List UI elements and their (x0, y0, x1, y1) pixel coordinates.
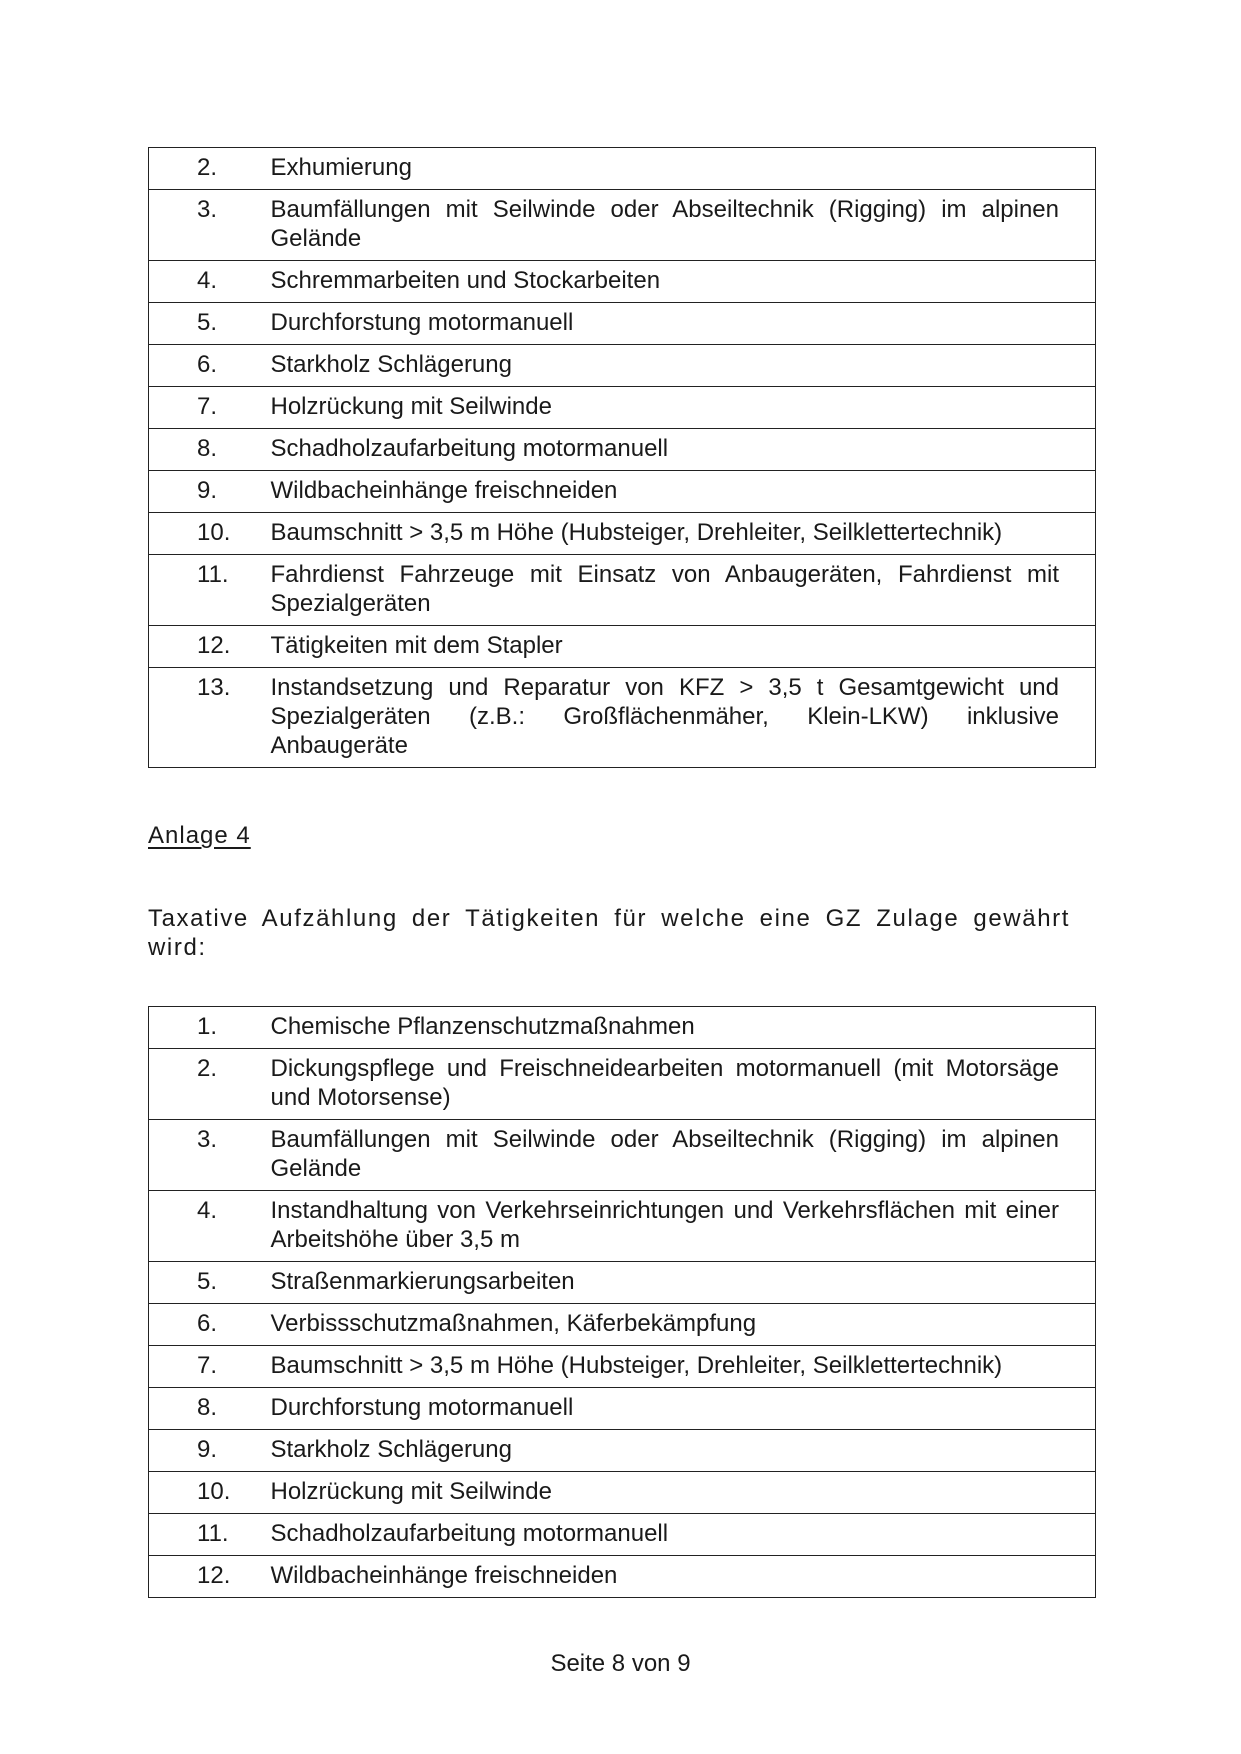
row-number: 6. (149, 1304, 271, 1346)
page-number: Seite 8 von 9 (550, 1650, 691, 1677)
table-row (149, 513, 1096, 555)
row-activity: Baumschnitt > 3,5 m Höhe (Hubsteiger, Drehleiter, Seilklettertechnik) (271, 513, 1096, 555)
row-number: 13. (149, 668, 271, 768)
row-number: 7. (149, 387, 271, 429)
table-row (149, 668, 1096, 768)
row-number: 8. (149, 429, 271, 471)
row-activity: Fahrdienst Fahrzeuge mit Einsatz von Anbaugeräten, Fahrdienst mit Spezialgeräten (271, 555, 1096, 626)
row-number: 10. (149, 1472, 271, 1514)
row-activity: Baumfällungen mit Seilwinde oder Abseiltechnik (Rigging) im alpinen Gelände (271, 190, 1096, 261)
row-activity: Baumschnitt > 3,5 m Höhe (Hubsteiger, Drehleiter, Seilklettertechnik) (271, 1346, 1096, 1388)
row-number: 4. (149, 261, 271, 303)
row-activity: Schadholzaufarbeitung motormanuell (271, 1514, 1096, 1556)
table-row (149, 1514, 1096, 1556)
row-activity: Wildbacheinhänge freischneiden (271, 471, 1096, 513)
row-number: 2. (149, 1049, 271, 1120)
row-number: 12. (149, 1556, 271, 1598)
row-number: 11. (149, 1514, 271, 1556)
table-row (149, 261, 1096, 303)
table-row (149, 1049, 1096, 1120)
row-activity: Holzrückung mit Seilwinde (271, 387, 1096, 429)
table-row (149, 1120, 1096, 1191)
row-number: 7. (149, 1346, 271, 1388)
row-activity: Schremmarbeiten und Stockarbeiten (271, 261, 1096, 303)
row-number: 5. (149, 303, 271, 345)
table-row (149, 1304, 1096, 1346)
table-row (149, 626, 1096, 668)
row-activity: Straßenmarkierungsarbeiten (271, 1262, 1096, 1304)
row-number: 4. (149, 1191, 271, 1262)
row-activity: Baumfällungen mit Seilwinde oder Abseiltechnik (Rigging) im alpinen Gelände (271, 1120, 1096, 1191)
activities-table-top (148, 147, 1096, 768)
table-row (149, 1556, 1096, 1598)
table-row (149, 387, 1096, 429)
table-row (149, 1262, 1096, 1304)
row-activity: Schadholzaufarbeitung motormanuell (271, 429, 1096, 471)
row-number: 5. (149, 1262, 271, 1304)
section-intro: Taxative Aufzählung der Tätigkeiten für welche eine GZ Zulage gewährt wird: (148, 905, 1070, 961)
row-activity: Wildbacheinhänge freischneiden (271, 1556, 1096, 1598)
row-activity: Starkholz Schlägerung (271, 1430, 1096, 1472)
row-activity: Durchforstung motormanuell (271, 303, 1096, 345)
table-row (149, 1472, 1096, 1514)
activities-table-bottom (148, 1006, 1096, 1598)
row-number: 1. (149, 1007, 271, 1049)
table-row (149, 555, 1096, 626)
table-row (149, 429, 1096, 471)
row-activity: Starkholz Schlägerung (271, 345, 1096, 387)
row-number: 9. (149, 471, 271, 513)
row-number: 8. (149, 1388, 271, 1430)
row-activity: Exhumierung (271, 148, 1096, 190)
row-number: 10. (149, 513, 271, 555)
table-row (149, 471, 1096, 513)
row-number: 3. (149, 1120, 271, 1191)
table-row (149, 1388, 1096, 1430)
row-activity: Chemische Pflanzenschutzmaßnahmen (271, 1007, 1096, 1049)
table-row (149, 1007, 1096, 1049)
table-row (149, 148, 1096, 190)
table-row (149, 190, 1096, 261)
section-heading: Anlage 4 (148, 822, 251, 849)
row-number: 3. (149, 190, 271, 261)
row-number: 2. (149, 148, 271, 190)
row-number: 11. (149, 555, 271, 626)
row-number: 6. (149, 345, 271, 387)
row-activity: Holzrückung mit Seilwinde (271, 1472, 1096, 1514)
row-number: 9. (149, 1430, 271, 1472)
row-activity: Dickungspflege und Freischneidearbeiten motormanuell (mit Motorsäge und Motorsense) (271, 1049, 1096, 1120)
table-row (149, 303, 1096, 345)
row-activity: Instandsetzung und Reparatur von KFZ > 3,5 t Gesamtgewicht und Spezialgeräten (z.B.: Großflächenmäher, Klein-LKW) inklusive Anbaugeräte (271, 668, 1096, 768)
table-row (149, 1191, 1096, 1262)
row-activity: Verbissschutzmaßnahmen, Käferbekämpfung (271, 1304, 1096, 1346)
row-activity: Durchforstung motormanuell (271, 1388, 1096, 1430)
row-activity: Instandhaltung von Verkehrseinrichtungen und Verkehrsflächen mit einer Arbeitshöhe über 3,5 m (271, 1191, 1096, 1262)
table-row (149, 1346, 1096, 1388)
row-number: 12. (149, 626, 271, 668)
table-row (149, 1430, 1096, 1472)
table-row (149, 345, 1096, 387)
row-activity: Tätigkeiten mit dem Stapler (271, 626, 1096, 668)
